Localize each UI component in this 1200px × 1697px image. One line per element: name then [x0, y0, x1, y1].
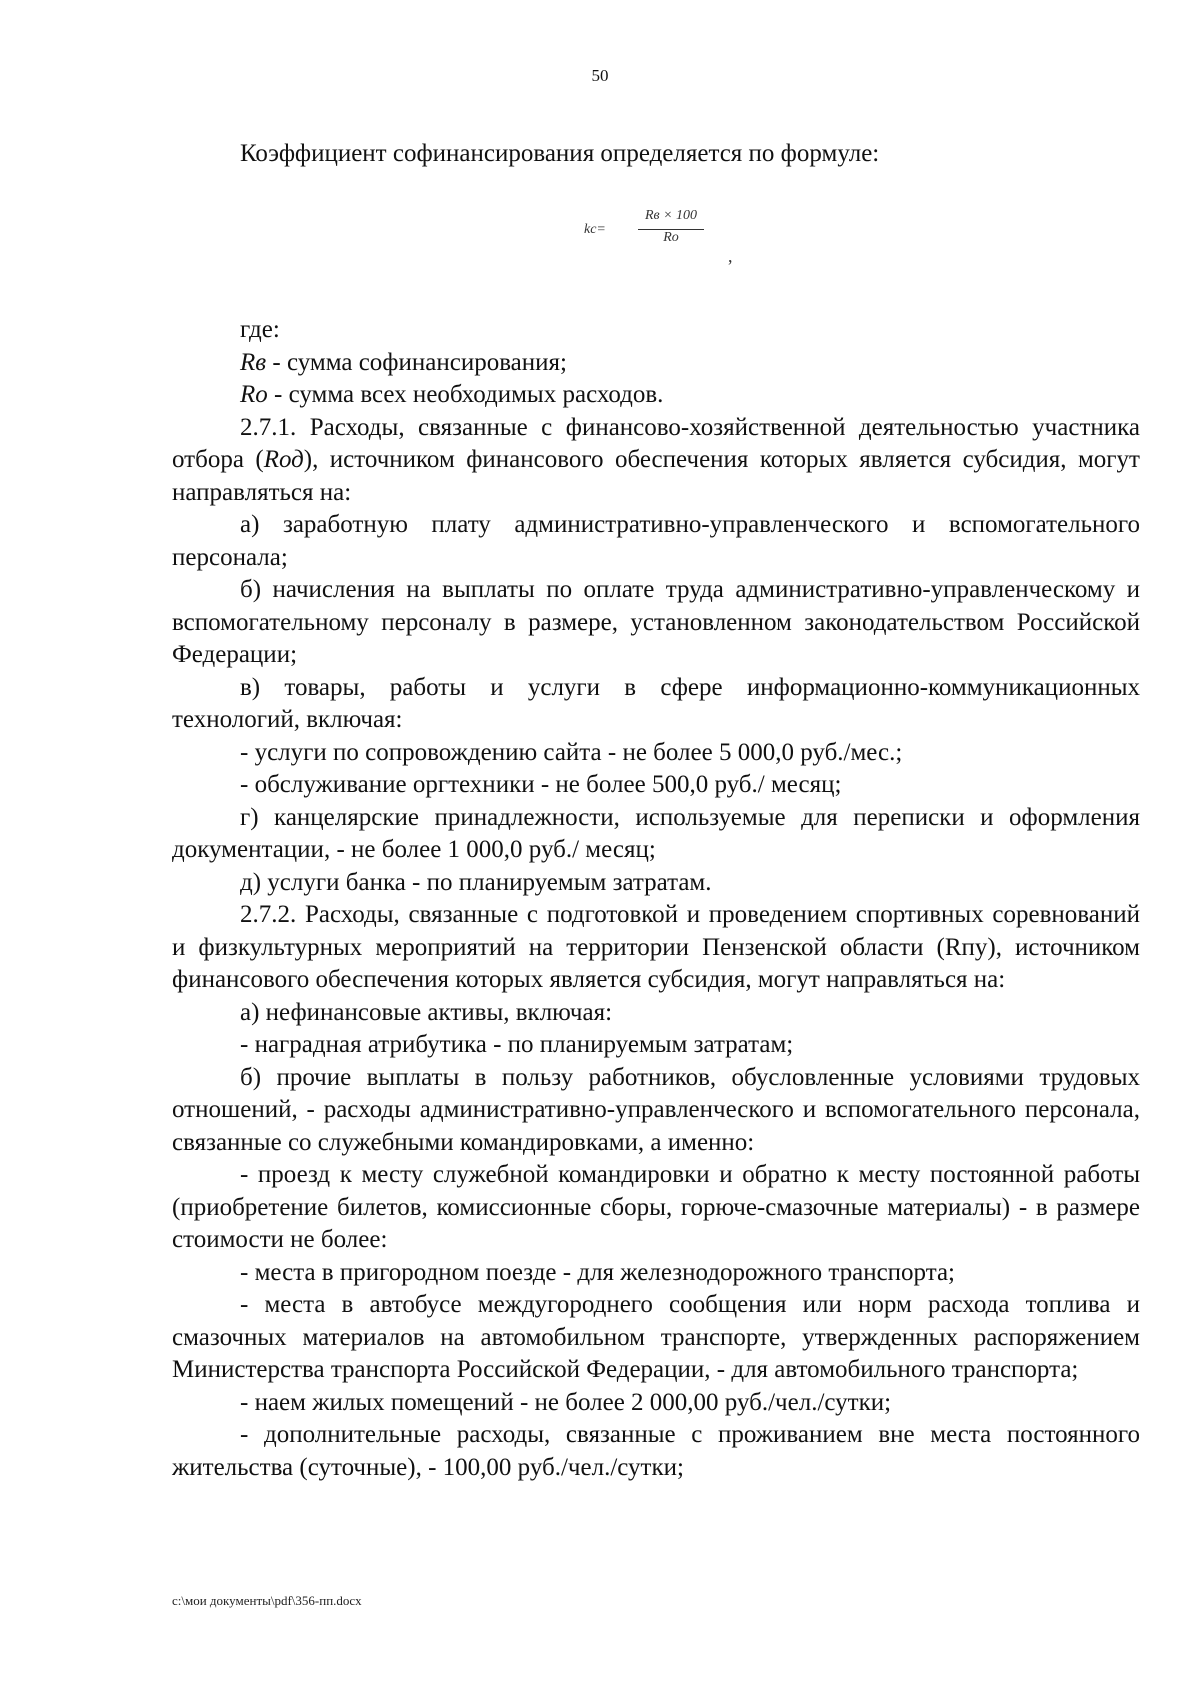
section-2-7-1-after: ), источником финансового обеспечения которых является субсидия, могут направляться на:	[172, 446, 1140, 506]
section-2-7-1-before: 2.7.1. Расходы, связанные с финансово-хозяйственной деятельностью участника отбора (	[172, 413, 1140, 473]
paragraph: - места в пригородном поезде - для железнодорожного транспорта;	[240, 1258, 956, 1286]
paragraph: а) нефинансовые активы, включая:	[240, 998, 613, 1026]
section-2-7-2: 2.7.2. Расходы, связанные с подготовкой и проведением спортивных соревнований и физкультурных мероприятий на территории Пензенской области (Rпу), источником финансового обеспечения которых является субсидия, могут направляться на:	[172, 901, 1140, 993]
section-2-7-1	[172, 412, 1140, 510]
paragraph: - услуги по сопровождению сайта - не более 5 000,0 руб./мес.;	[240, 738, 903, 766]
formula-intro: Коэффициент софинансирования определяется по формуле:	[240, 140, 880, 167]
paragraph: б) прочие выплаты в пользу работников, обусловленные условиями трудовых отношений, - расходы административно-управленческого и вспомогательного персонала, связанные со служебными командировками, а именно:	[172, 1063, 1140, 1156]
paragraph: - дополнительные расходы, связанные с проживанием вне места постоянного жительства (суточные), - 100,00 руб./чел./сутки;	[172, 1421, 1140, 1481]
page-number: 50	[591, 66, 609, 85]
footer-file-path: c:\мои документы\pdf\356-пп.docx	[172, 1593, 362, 1608]
symbol-rv: Rв	[240, 348, 267, 376]
co-financing-formula	[584, 208, 734, 278]
document-body	[172, 314, 1140, 1484]
formula-numerator: Rв × 100	[644, 208, 698, 223]
formula-comma: ,	[728, 246, 733, 266]
paragraph: г) канцелярские принадлежности, используемые для переписки и оформления документации, - не более 1 000,0 руб./ месяц;	[172, 803, 1140, 863]
paragraph: в) товары, работы и услуги в сфере информационно-коммуникационных технологий, включая:	[172, 673, 1140, 733]
paragraph: - места в автобусе междугороднего сообщения или норм расхода топлива и смазочных материалов на автомобильном транспорте, утвержденных распоряжением Министерства транспорта Российской Федерации, - для автомобильного транспорта;	[172, 1291, 1140, 1383]
where-item-ro-text: - сумма всех необходимых расходов.	[267, 381, 664, 408]
where-item-ro	[172, 379, 1140, 412]
paragraph: а) заработную плату административно-управленческого и вспомогательного персонала;	[172, 511, 1140, 571]
formula-denominator: Rо	[663, 230, 679, 245]
paragraph: - наем жилых помещений - не более 2 000,00 руб./чел./сутки;	[240, 1388, 892, 1416]
where-item-rv-text: - сумма софинансирования;	[266, 348, 567, 376]
paragraph: - проезд к месту служебной командировки и обратно к месту постоянной работы (приобретение билетов, комиссионные сборы, горюче-смазочные материалы) - в размере стоимости не более:	[172, 1161, 1140, 1253]
paragraph: - наградная атрибутика - по планируемым затратам;	[240, 1031, 794, 1058]
where-label: где:	[240, 316, 280, 343]
where-item-rv	[172, 347, 1140, 380]
symbol-rod: Rод	[263, 446, 304, 473]
paragraph: - обслуживание оргтехники - не более 500,0 руб./ месяц;	[240, 771, 842, 798]
paragraph: д) услуги банка - по планируемым затратам.	[240, 868, 712, 896]
paragraph: б) начисления на выплаты по оплате труда административно-управленческому и вспомогательному персоналу в размере, установленном законодательством Российской Федерации;	[172, 576, 1140, 668]
symbol-ro: Rо	[240, 381, 268, 408]
formula-lhs: kс=	[584, 222, 606, 237]
